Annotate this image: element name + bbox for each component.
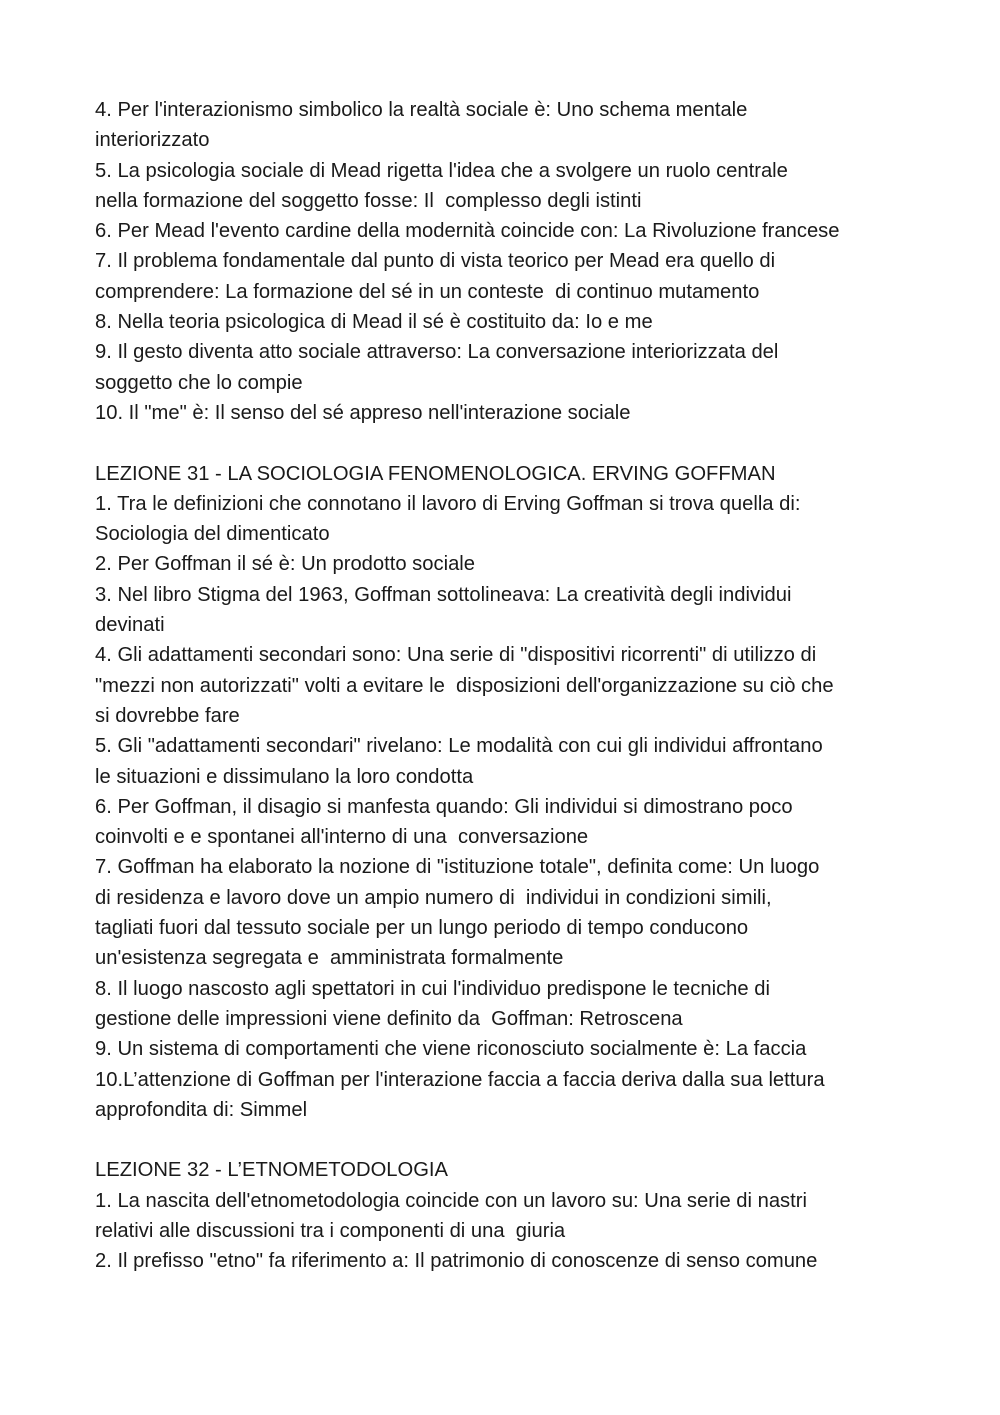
text-line: nella formazione del soggetto fosse: Il complesso degli istinti xyxy=(95,189,642,212)
text-line: relativi alle discussioni tra i componenti di una giuria xyxy=(95,1219,566,1242)
section-spacer xyxy=(95,1125,915,1155)
text-line: comprendere: La formazione del sé in un conteste di continuo mutamento xyxy=(95,280,760,303)
text-line: 2. Il prefisso "etno" fa riferimento a: Il patrimonio di conoscenze di senso comune xyxy=(95,1250,818,1273)
text-line: Sociologia del dimenticato xyxy=(95,523,330,546)
text-line: 6. Per Mead l'evento cardine della modernità coincide con: La Rivoluzione francese xyxy=(95,220,840,243)
section-lezione-31 xyxy=(95,459,915,1126)
section-heading: LEZIONE 31 - LA SOCIOLOGIA FENOMENOLOGICA. ERVING GOFFMAN xyxy=(95,462,776,485)
text-line: devinati xyxy=(95,614,165,637)
text-line: interiorizzato xyxy=(95,129,210,152)
section-heading: LEZIONE 32 - L’ETNOMETODOLOGIA xyxy=(95,1159,448,1182)
text-line: soggetto che lo compie xyxy=(95,371,303,394)
text-line: 7. Il problema fondamentale dal punto di vista teorico per Mead era quello di xyxy=(95,250,776,273)
document-page xyxy=(95,95,915,1277)
text-line: 9. Un sistema di comportamenti che viene riconosciuto socialmente è: La faccia xyxy=(95,1038,807,1061)
section-lezione-30-continued xyxy=(95,95,915,428)
text-line: 1. Tra le definizioni che connotano il lavoro di Erving Goffman si trova quella di: xyxy=(95,492,801,515)
text-line: 5. La psicologia sociale di Mead rigetta l'idea che a svolgere un ruolo centrale xyxy=(95,159,788,182)
text-line: 8. Nella teoria psicologica di Mead il sé è costituito da: Io e me xyxy=(95,311,653,334)
text-line: si dovrebbe fare xyxy=(95,704,240,727)
text-line: 8. Il luogo nascosto agli spettatori in cui l'individuo predispone le tecniche di xyxy=(95,977,770,1000)
text-line: 10.L’attenzione di Goffman per l'interazione faccia a faccia deriva dalla sua lettura xyxy=(95,1068,825,1091)
text-line: di residenza e lavoro dove un ampio numero di individui in condizioni simili, xyxy=(95,886,772,909)
text-line: gestione delle impressioni viene definito da Goffman: Retroscena xyxy=(95,1007,683,1030)
text-line: le situazioni e dissimulano la loro condotta xyxy=(95,765,474,788)
text-line: 4. Per l'interazionismo simbolico la realtà sociale è: Uno schema mentale xyxy=(95,99,748,121)
text-line: 2. Per Goffman il sé è: Un prodotto sociale xyxy=(95,553,476,576)
text-line: 7. Goffman ha elaborato la nozione di "istituzione totale", definita come: Un luogo xyxy=(95,856,820,879)
text-line: 5. Gli "adattamenti secondari" rivelano: Le modalità con cui gli individui affrontano xyxy=(95,735,823,758)
section-spacer xyxy=(95,428,915,458)
text-line: "mezzi non autorizzati" volti a evitare le disposizioni dell'organizzazione su ciò che xyxy=(95,674,834,697)
section-lezione-32 xyxy=(95,1155,915,1276)
text-line: 1. La nascita dell'etnometodologia coincide con un lavoro su: Una serie di nastri xyxy=(95,1189,807,1212)
text-line: 6. Per Goffman, il disagio si manfesta quando: Gli individui si dimostrano poco xyxy=(95,795,793,818)
text-line: approfondita di: Simmel xyxy=(95,1098,308,1121)
text-line: un'esistenza segregata e amministrata formalmente xyxy=(95,947,564,970)
text-line: 10. Il "me" è: Il senso del sé appreso nell'interazione sociale xyxy=(95,401,631,424)
text-line: 3. Nel libro Stigma del 1963, Goffman sottolineava: La creatività degli individui xyxy=(95,583,792,606)
text-line: 4. Gli adattamenti secondari sono: Una serie di "dispositivi ricorrenti" di utilizzo di xyxy=(95,644,817,667)
text-line: 9. Il gesto diventa atto sociale attraverso: La conversazione interiorizzata del xyxy=(95,341,779,364)
text-line: tagliati fuori dal tessuto sociale per un lungo periodo di tempo conducono xyxy=(95,917,749,940)
text-line: coinvolti e e spontanei all'interno di una conversazione xyxy=(95,826,589,849)
